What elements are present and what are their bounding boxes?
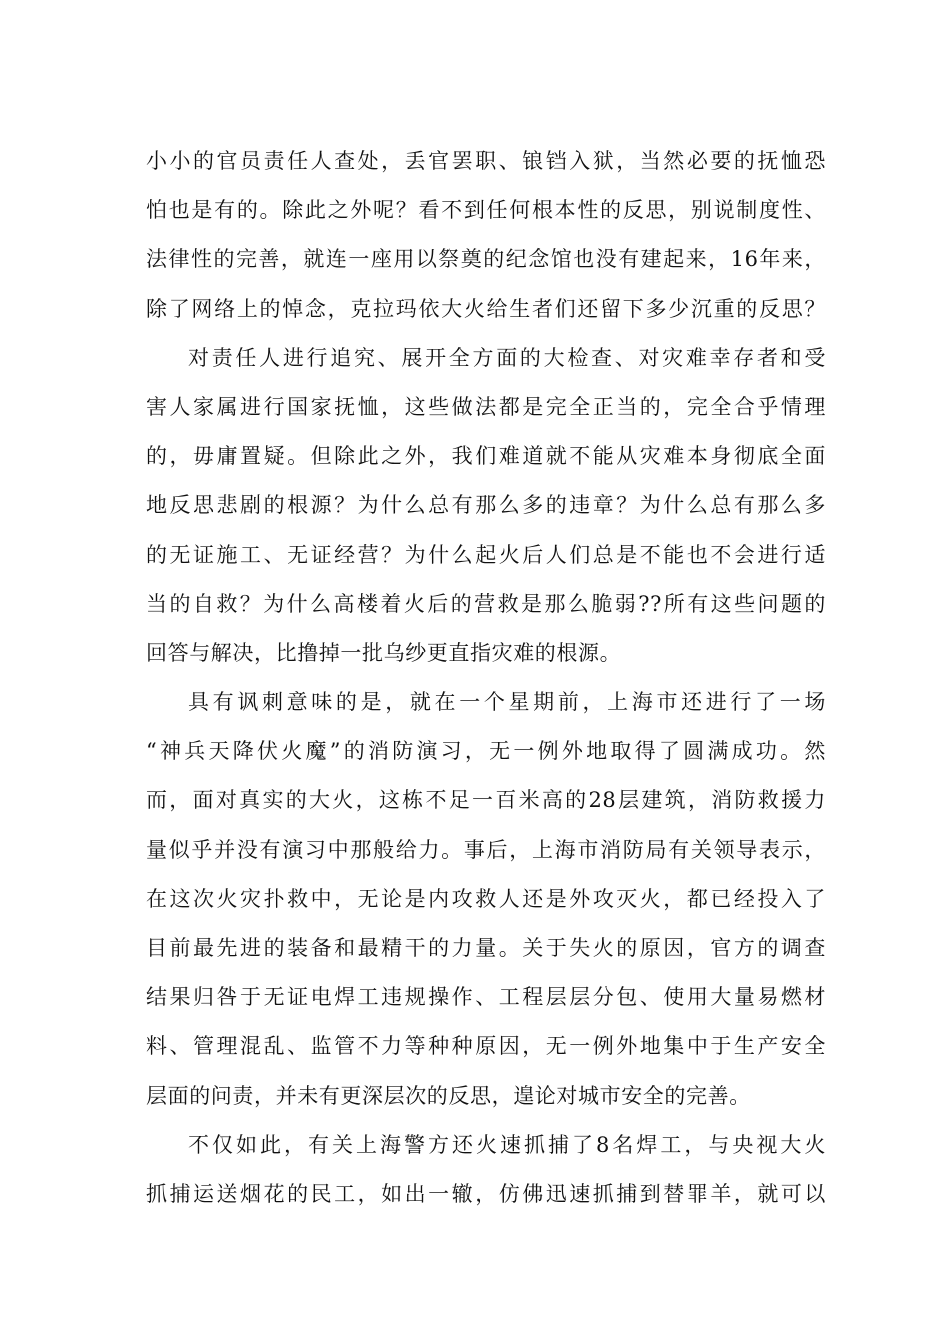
text-line: 层面的问责，并未有更深层次的反思，遑论对城市安全的完善。 xyxy=(146,1083,751,1108)
text-line: 在这次火灾扑救中，无论是内攻救人还是外攻灭火，都已经投入了 xyxy=(146,886,826,911)
text-line: 抓捕运送烟花的民工，如出一辙，仿佛迅速抓捕到替罪羊，就可以 xyxy=(146,1181,826,1206)
text-line: 地反思悲剧的根源？为什么总有那么多的违章？为什么总有那么多 xyxy=(146,493,826,518)
text-line: 怕也是有的。除此之外呢？看不到任何根本性的反思，别说制度性、 xyxy=(146,198,826,223)
text-line: 具有讽刺意味的是，就在一个星期前，上海市还进行了一场 xyxy=(188,690,826,715)
text-line: 回答与解决，比撸掉一批乌纱更直指灾难的根源。 xyxy=(146,640,622,665)
text-line: 小小的官员责任人查处，丢官罢职、锒铛入狱，当然必要的抚恤恐 xyxy=(146,149,826,173)
text-line: “神兵天降伏火魔”的消防演习，无一例外地取得了圆满成功。然 xyxy=(146,739,826,764)
text-line: 而，面对真实的大火，这栋不足一百米高的28层建筑，消防救援力 xyxy=(146,788,826,813)
text-line: 的无证施工、无证经营？为什么起火后人们总是不能也不会进行适 xyxy=(146,542,826,567)
text-line: 当的自救？为什么高楼着火后的营救是那么脆弱??所有这些问题的 xyxy=(146,591,826,616)
text-line: 法律性的完善，就连一座用以祭奠的纪念馆也没有建起来，16年来， xyxy=(146,247,826,272)
text-line: 除了网络上的悼念，克拉玛依大火给生者们还留下多少沉重的反思？ xyxy=(146,296,826,321)
text-line: 害人家属进行国家抚恤，这些做法都是完全正当的，完全合乎情理 xyxy=(146,394,826,419)
text-line: 量似乎并没有演习中那般给力。事后，上海市消防局有关领导表示， xyxy=(146,837,826,862)
text-line: 料、管理混乱、监管不力等种种原因，无一例外地集中于生产安全 xyxy=(146,1034,826,1059)
text-line: 目前最先进的装备和最精干的力量。关于失火的原因，官方的调查 xyxy=(146,936,826,960)
text-line: 的，毋庸置疑。但除此之外，我们难道就不能从灾难本身彻底全面 xyxy=(146,444,826,469)
body-text xyxy=(146,137,826,1219)
text-line: 不仅如此，有关上海警方还火速抓捕了8名焊工，与央视大火 xyxy=(188,1132,826,1157)
text-line: 结果归咎于无证电焊工违规操作、工程层层分包、使用大量易燃材 xyxy=(146,985,826,1010)
text-line: 对责任人进行追究、展开全方面的大检查、对灾难幸存者和受 xyxy=(188,345,826,370)
